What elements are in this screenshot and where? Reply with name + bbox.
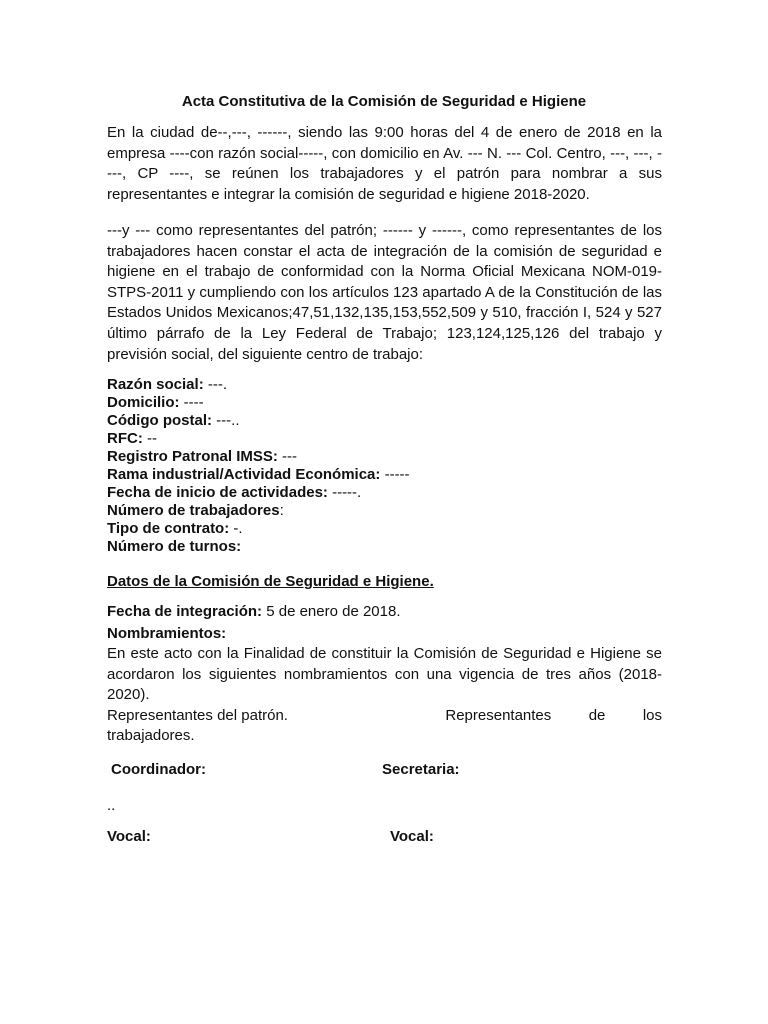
field-numero-trabajadores: Número de trabajadores: xyxy=(107,502,284,519)
field-registro-patronal: Registro Patronal IMSS: --- xyxy=(107,448,298,465)
legal-paragraph: ---y --- como representantes del patrón; ------ y ------, como representantes de los trabajadores hacen constar el acta de integración de la comisión de seguridad e higiene en el trabajo de conformidad con la Norma Oficial Mexicana NOM-019-STPS-2011 y cumpliendo con los artículos 123 apartado A de la Constitución de las Estados Unidos Mexicanos;47,51,132,135,153,552,509 y 510, fracción I, 524 y 527 último párrafo de la Ley Federal de Trabajo; 123,124,125,126 del trabajo y previsión social, del siguiente centro de trabajo: xyxy=(107,222,662,363)
field-codigo-postal: Código postal: ---.. xyxy=(107,412,240,429)
field-rfc: RFC: -- xyxy=(107,430,157,447)
vocal-left-label: Vocal: xyxy=(107,828,151,845)
reps-patron: Representantes del patrón. xyxy=(107,707,288,724)
dots-placeholder: .. xyxy=(107,797,116,814)
field-tipo-contrato: Tipo de contrato: -. xyxy=(107,520,243,537)
reps-trab-word4: trabajadores. xyxy=(107,727,195,744)
intro-paragraph: En la ciudad de--,---, ------, siendo las 9:00 horas del 4 de enero de 2018 en la empresa ----con razón social-----, con domicilio en Av. --- N. --- Col. Centro, ---, ---, ----, CP ----, se reúnen los trabajadores y el patrón para nombrar a sus representantes e integrar la comisión de seguridad e higiene 2018-2020. xyxy=(107,124,662,203)
field-numero-turnos: Número de turnos: xyxy=(107,538,242,555)
reps-trab-word2: de xyxy=(588,707,606,724)
section-title-comision: Datos de la Comisión de Seguridad e Higiene. xyxy=(107,573,434,590)
vocal-right-label: Vocal: xyxy=(390,828,434,845)
nombramientos-heading: Nombramientos: xyxy=(107,625,227,642)
field-razon-social: Razón social: ---. xyxy=(107,376,228,393)
company-fields xyxy=(107,376,410,556)
secretaria-label: Secretaria: xyxy=(382,761,460,778)
document-title: Acta Constitutiva de la Comisión de Seguridad e Higiene xyxy=(181,93,587,110)
representantes-line xyxy=(107,706,662,746)
field-domicilio: Domicilio: ---- xyxy=(107,394,204,411)
fecha-integracion: Fecha de integración: 5 de enero de 2018. xyxy=(107,603,401,620)
field-fecha-inicio: Fecha de inicio de actividades: -----. xyxy=(107,484,362,501)
nombramientos-paragraph: En este acto con la Finalidad de constituir la Comisión de Seguridad e Higiene se acordaron los siguientes nombramientos con una vigencia de tres años (2018-2020). xyxy=(107,645,662,704)
reps-trab-word3: los xyxy=(642,707,662,724)
reps-trab-word1: Representantes xyxy=(445,707,552,724)
field-rama-industrial: Rama industrial/Actividad Económica: ----- xyxy=(107,466,410,483)
coordinador-label: Coordinador: xyxy=(111,761,206,778)
